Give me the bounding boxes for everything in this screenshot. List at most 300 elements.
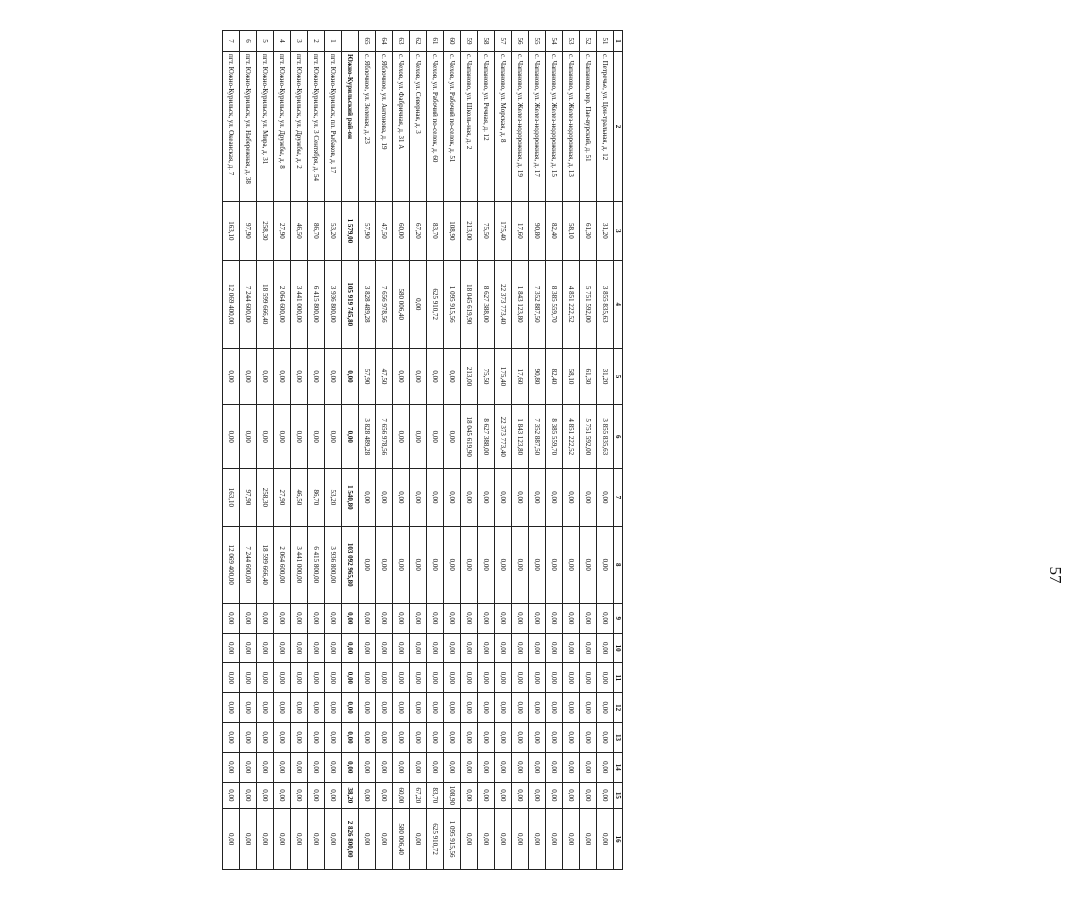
table-cell: 0,00 (580, 693, 597, 723)
table-cell: 0,00 (257, 633, 274, 663)
rotated-table-container (98, 30, 623, 870)
table-cell: 46,50 (291, 202, 308, 261)
table-row (546, 31, 563, 870)
table-cell: 0,00 (325, 663, 342, 693)
table-cell: 0,00 (563, 723, 580, 753)
table-cell: 0,00 (308, 693, 325, 723)
table-cell: 0,00 (274, 809, 291, 870)
table-cell: 3 936 800,00 (325, 526, 342, 603)
table-cell: 0,00 (597, 809, 614, 870)
table-cell: 86,70 (308, 202, 325, 261)
table-cell: 7 656 978,56 (376, 260, 393, 348)
table-cell: 0,00 (410, 663, 427, 693)
table-cell: 0,00 (478, 809, 495, 870)
table-cell: 0,00 (257, 663, 274, 693)
table-cell: 0,00 (274, 723, 291, 753)
table-row (580, 31, 597, 870)
table-cell: 0,00 (597, 752, 614, 782)
table-cell: 0,00 (274, 752, 291, 782)
table-cell: 7 244 600,00 (240, 260, 257, 348)
table-cell: 0,00 (359, 663, 376, 693)
table-cell: 97,90 (240, 469, 257, 526)
column-number: 2 (614, 51, 623, 201)
table-cell: 0,00 (427, 633, 444, 663)
table-cell: 0,00 (342, 663, 359, 693)
table-cell: 0,00 (410, 752, 427, 782)
table-cell: 0,00 (546, 663, 563, 693)
table-cell: 0,00 (580, 469, 597, 526)
table-cell: 2 (308, 31, 325, 52)
table-cell: 0,00 (257, 693, 274, 723)
table-cell: 0,00 (495, 782, 512, 808)
table-cell: 38,20 (342, 782, 359, 808)
table-cell: 7 352 887,50 (529, 405, 546, 469)
table-cell: 8 385 559,70 (546, 405, 563, 469)
table-row (325, 31, 342, 870)
housing-program-table (222, 30, 623, 870)
table-cell: 0,00 (546, 693, 563, 723)
table-cell: 63 (393, 31, 410, 52)
table-cell: 0,00 (291, 405, 308, 469)
table-cell: 0,00 (376, 526, 393, 603)
table-cell: 0,00 (274, 693, 291, 723)
table-cell: 0,00 (512, 526, 529, 603)
table-cell: 5 (257, 31, 274, 52)
table-cell: 0,00 (597, 663, 614, 693)
column-number: 14 (614, 752, 623, 782)
table-cell: 60,00 (393, 782, 410, 808)
column-number: 9 (614, 603, 623, 633)
table-cell: 0,00 (359, 526, 376, 603)
table-cell: 0,00 (308, 723, 325, 753)
table-cell: 0,00 (444, 469, 461, 526)
table-cell: 53,20 (325, 202, 342, 261)
table-cell: 0,00 (580, 526, 597, 603)
table-cell: 0,00 (495, 693, 512, 723)
table-cell: 27,90 (274, 202, 291, 261)
table-cell: 0,00 (257, 348, 274, 404)
column-number: 4 (614, 260, 623, 348)
table-cell: 0,00 (359, 782, 376, 808)
table-cell: 0,00 (563, 633, 580, 663)
table-cell: 0,00 (478, 693, 495, 723)
table-cell: 0,00 (342, 405, 359, 469)
table-cell: 0,00 (393, 752, 410, 782)
table-cell: 0,00 (512, 663, 529, 693)
table-cell: 75,50 (478, 348, 495, 404)
table-cell: 0,00 (427, 752, 444, 782)
table-cell: 0,00 (325, 723, 342, 753)
table-body (223, 31, 614, 870)
table-cell: 0,00 (376, 809, 393, 870)
table-cell: 0,00 (257, 752, 274, 782)
page-number: 57 (1046, 566, 1065, 584)
table-cell: 0,00 (580, 663, 597, 693)
table-cell: 7 352 887,50 (529, 260, 546, 348)
table-cell: 53,20 (325, 469, 342, 526)
table-cell: 31,20 (597, 348, 614, 404)
table-cell: 0,00 (325, 752, 342, 782)
table-cell: 47,50 (376, 348, 393, 404)
table-cell: 2 064 600,00 (274, 526, 291, 603)
table-cell: 0,00 (461, 809, 478, 870)
table-cell: 0,00 (325, 603, 342, 633)
address-cell: Южно-Курильский рай-он (342, 51, 359, 201)
table-cell: 0,00 (376, 633, 393, 663)
table-cell: 0,00 (223, 633, 240, 663)
table-cell: 0,00 (376, 663, 393, 693)
column-number: 5 (614, 348, 623, 404)
table-cell: 0,00 (223, 603, 240, 633)
column-number: 8 (614, 526, 623, 603)
table-cell: 105 919 745,80 (342, 260, 359, 348)
table-cell: 1 843 123,80 (512, 405, 529, 469)
table-cell: 0,00 (393, 348, 410, 404)
table-row (427, 31, 444, 870)
table-cell: 0,00 (240, 723, 257, 753)
table-cell: 0,00 (325, 782, 342, 808)
address-cell: с. Чапаново, ул. Речная, д. 12 (478, 51, 495, 201)
table-cell: 0,00 (240, 603, 257, 633)
table-cell: 0,00 (291, 633, 308, 663)
table-cell: 3 (291, 31, 308, 52)
table-cell: 3 828 489,28 (359, 405, 376, 469)
table-cell: 65 (359, 31, 376, 52)
table-cell: 0,00 (223, 752, 240, 782)
table-row (240, 31, 257, 870)
table-cell: 0,00 (240, 693, 257, 723)
table-cell: 0,00 (529, 809, 546, 870)
table-cell: 0,00 (461, 603, 478, 633)
table-cell: 0,00 (529, 469, 546, 526)
table-cell: 0,00 (308, 348, 325, 404)
address-cell: с. Чапаново, ул. Школь-ная, д. 2 (461, 51, 478, 201)
column-number: 13 (614, 723, 623, 753)
table-cell: 0,00 (376, 752, 393, 782)
table-cell: 83,70 (427, 202, 444, 261)
table-cell: 60,00 (393, 202, 410, 261)
table-cell: 0,00 (325, 809, 342, 870)
address-cell: пгт. Южно-Курильск, ул. 3 Сентября, д. 54 (308, 51, 325, 201)
table-cell: 0,00 (308, 603, 325, 633)
table-cell: 0,00 (308, 782, 325, 808)
table-cell: 0,00 (427, 526, 444, 603)
table-cell: 0,00 (410, 633, 427, 663)
table-cell: 0,00 (376, 782, 393, 808)
table-cell: 1 095 915,56 (444, 260, 461, 348)
table-cell: 4 851 222,52 (563, 260, 580, 348)
table-row (410, 31, 427, 870)
table-row (563, 31, 580, 870)
table-cell: 0,00 (495, 469, 512, 526)
table-cell: 31,20 (597, 202, 614, 261)
table-cell: 0,00 (529, 603, 546, 633)
table-cell: 59 (461, 31, 478, 52)
table-cell: 0,00 (512, 693, 529, 723)
table-cell: 0,00 (563, 526, 580, 603)
table-cell: 2 064 600,00 (274, 260, 291, 348)
table-cell: 0,00 (274, 405, 291, 469)
table-cell: 75,50 (478, 202, 495, 261)
table-cell: 82,40 (546, 348, 563, 404)
table-cell: 0,00 (342, 603, 359, 633)
table-cell: 0,00 (274, 603, 291, 633)
address-cell: пгт. Южно-Курильск, пл. Рыбаков, д. 17 (325, 51, 342, 201)
table-cell: 58 (478, 31, 495, 52)
table-cell: 175,40 (495, 348, 512, 404)
table-cell: 0,00 (461, 752, 478, 782)
table-cell: 0,00 (597, 782, 614, 808)
table-cell: 0,00 (376, 693, 393, 723)
table-row (257, 31, 274, 870)
table-cell: 0,00 (410, 693, 427, 723)
table-cell: 0,00 (495, 663, 512, 693)
table-cell: 17,60 (512, 202, 529, 261)
table-cell: 0,00 (325, 348, 342, 404)
address-cell: с. Чехов, ул. Рабочий по-селок, д. 51 (444, 51, 461, 201)
table-cell: 0,00 (410, 348, 427, 404)
table-cell: 0,00 (597, 723, 614, 753)
table-cell: 0,00 (444, 405, 461, 469)
table-cell: 0,00 (495, 723, 512, 753)
table-cell: 8 385 559,70 (546, 260, 563, 348)
table-cell: 2 826 800,00 (342, 809, 359, 870)
table-cell: 0,00 (512, 809, 529, 870)
table-cell: 0,00 (393, 603, 410, 633)
table-cell: 0,00 (223, 663, 240, 693)
table-cell: 0,00 (359, 633, 376, 663)
address-cell: с. Яблочное, ул. Зеленая, д. 23 (359, 51, 376, 201)
table-cell: 0,00 (461, 723, 478, 753)
table-cell: 0,00 (223, 405, 240, 469)
table-cell: 0,00 (427, 723, 444, 753)
table-row (444, 31, 461, 870)
table-cell: 82,40 (546, 202, 563, 261)
table-row (393, 31, 410, 870)
table-cell: 0,00 (393, 469, 410, 526)
table-cell: 0,00 (308, 752, 325, 782)
table-cell: 0,00 (546, 526, 563, 603)
table-cell: 0,00 (376, 603, 393, 633)
table-cell: 0,00 (444, 603, 461, 633)
table-cell: 0,00 (512, 723, 529, 753)
table-cell: 163,10 (223, 469, 240, 526)
table-cell: 0,00 (291, 723, 308, 753)
table-cell: 0,00 (512, 603, 529, 633)
table-cell: 625 910,72 (427, 809, 444, 870)
table-cell: 0,00 (563, 469, 580, 526)
table-cell: 8 627 388,00 (478, 260, 495, 348)
table-cell: 8 627 388,00 (478, 405, 495, 469)
table-cell: 0,00 (597, 633, 614, 663)
table-cell: 580 006,40 (393, 809, 410, 870)
table-cell: 0,00 (427, 405, 444, 469)
table-cell: 0,00 (495, 752, 512, 782)
table-cell: 0,00 (223, 693, 240, 723)
table-cell: 0,00 (325, 693, 342, 723)
table-cell: 0,00 (359, 693, 376, 723)
table-cell: 0,00 (359, 723, 376, 753)
table-cell: 0,00 (410, 723, 427, 753)
table-cell: 58,10 (563, 348, 580, 404)
table-cell: 51 (597, 31, 614, 52)
table-cell: 163,10 (223, 202, 240, 261)
table-cell: 67,20 (410, 202, 427, 261)
table-cell: 52 (580, 31, 597, 52)
address-cell: пгт. Южно-Курильск, ул. Океанская, д. 7 (223, 51, 240, 201)
table-cell: 0,00 (257, 603, 274, 633)
table-cell: 57,90 (359, 348, 376, 404)
table-cell: 1 540,80 (342, 469, 359, 526)
table-row (495, 31, 512, 870)
table-cell: 6 415 800,00 (308, 260, 325, 348)
table-cell: 0,00 (478, 633, 495, 663)
table-cell: 17,60 (512, 348, 529, 404)
column-number: 15 (614, 782, 623, 808)
table-cell: 0,00 (495, 809, 512, 870)
table-cell: 0,00 (274, 663, 291, 693)
table-cell: 0,00 (427, 663, 444, 693)
table-cell: 175,40 (495, 202, 512, 261)
table-cell: 6 (240, 31, 257, 52)
table-cell: 57 (495, 31, 512, 52)
table-cell: 18 045 619,90 (461, 260, 478, 348)
table-cell: 625 910,72 (427, 260, 444, 348)
table-cell: 0,00 (359, 603, 376, 633)
table-cell: 0,00 (461, 693, 478, 723)
table-cell: 0,00 (393, 723, 410, 753)
table-cell: 53 (563, 31, 580, 52)
table-cell: 0,00 (240, 782, 257, 808)
table-row (512, 31, 529, 870)
table-row (223, 31, 240, 870)
address-cell: с. Чапаново, пер. Пае-вурский, д. 51 (580, 51, 597, 201)
table-cell: 0,00 (478, 723, 495, 753)
table-cell: 0,00 (359, 752, 376, 782)
table-cell: 0,00 (342, 348, 359, 404)
table-cell: 3 936 800,00 (325, 260, 342, 348)
table-cell: 0,00 (291, 809, 308, 870)
table-cell: 0,00 (546, 633, 563, 663)
table-cell: 0,00 (546, 723, 563, 753)
table-cell: 0,00 (240, 752, 257, 782)
table-cell: 7 656 978,56 (376, 405, 393, 469)
table-cell: 0,00 (308, 633, 325, 663)
table-cell: 0,00 (291, 782, 308, 808)
table-cell: 67,20 (410, 782, 427, 808)
table-cell: 0,00 (223, 723, 240, 753)
column-number: 6 (614, 405, 623, 469)
table-cell: 3 828 489,28 (359, 260, 376, 348)
table-cell: 0,00 (325, 405, 342, 469)
address-cell: с. Чапаново, ул. Морская, д. 8 (495, 51, 512, 201)
table-cell: 97,90 (240, 202, 257, 261)
table-cell: 0,00 (393, 526, 410, 603)
table-cell: 0,00 (393, 693, 410, 723)
table-cell: 0,00 (546, 809, 563, 870)
table-cell: 83,70 (427, 782, 444, 808)
table-cell: 0,00 (597, 603, 614, 633)
table-row (359, 31, 376, 870)
table-cell: 6 415 800,00 (308, 526, 325, 603)
table-cell: 0,00 (529, 782, 546, 808)
address-cell: с. Чехов, ул. Рабочий по-селок, д. 60 (427, 51, 444, 201)
district-total-row (342, 31, 359, 870)
table-cell: 0,00 (461, 782, 478, 808)
table-cell: 1 579,00 (342, 202, 359, 261)
table-cell: 58,10 (563, 202, 580, 261)
address-cell: с. Чапаново, ул. Желез-нодорожная, д. 19 (512, 51, 529, 201)
table-cell: 0,00 (546, 603, 563, 633)
table-cell: 0,00 (580, 782, 597, 808)
table-cell: 0,00 (546, 782, 563, 808)
table-cell: 0,00 (529, 633, 546, 663)
table-cell: 0,00 (257, 782, 274, 808)
table-cell: 0,00 (291, 693, 308, 723)
table-cell: 0,00 (512, 752, 529, 782)
table-cell: 0,00 (478, 603, 495, 633)
address-cell: с. Чехов, ул. Фабричная, д. 31 А (393, 51, 410, 201)
table-cell: 7 244 600,00 (240, 526, 257, 603)
table-cell: 0,00 (240, 405, 257, 469)
address-cell: пгт. Южно-Курильск, ул. Дружбы, д. 8 (274, 51, 291, 201)
table-cell: 0,00 (580, 603, 597, 633)
column-number: 1 (614, 31, 623, 52)
table-cell: 0,00 (444, 526, 461, 603)
table-cell: 0,00 (291, 663, 308, 693)
table-cell: 18 599 666,40 (257, 526, 274, 603)
table-cell: 0,00 (461, 633, 478, 663)
table-cell: 1 843 123,80 (512, 260, 529, 348)
table-cell: 0,00 (257, 405, 274, 469)
table-cell: 0,00 (410, 603, 427, 633)
table-cell: 0,00 (597, 526, 614, 603)
table-cell: 0,00 (308, 663, 325, 693)
table-cell: 12 069 400,00 (223, 260, 240, 348)
table-cell: 60 (444, 31, 461, 52)
table-cell: 0,00 (291, 603, 308, 633)
table-cell: 0,00 (308, 809, 325, 870)
table-cell: 1 095 915,56 (444, 809, 461, 870)
table-cell: 0,00 (308, 405, 325, 469)
table-cell: 213,00 (461, 348, 478, 404)
table-cell: 61,30 (580, 202, 597, 261)
table-cell: 46,50 (291, 469, 308, 526)
table-cell: 0,00 (461, 663, 478, 693)
table-cell: 0,00 (257, 723, 274, 753)
table-cell: 62 (410, 31, 427, 52)
table-cell: 0,00 (495, 603, 512, 633)
table-cell: 0,00 (563, 603, 580, 633)
column-number: 10 (614, 633, 623, 663)
table-cell: 56 (512, 31, 529, 52)
table-cell: 27,90 (274, 469, 291, 526)
table-cell: 0,00 (597, 693, 614, 723)
table-cell: 0,00 (529, 693, 546, 723)
table-cell: 0,00 (359, 469, 376, 526)
table-cell (342, 31, 359, 52)
table-cell: 54 (546, 31, 563, 52)
table-cell: 0,00 (393, 633, 410, 663)
table-cell: 64 (376, 31, 393, 52)
address-cell: пгт. Южно-Курильск, ул. Дружбы, д. 2 (291, 51, 308, 201)
table-cell: 0,00 (580, 809, 597, 870)
table-cell: 86,70 (308, 469, 325, 526)
table-cell: 4 (274, 31, 291, 52)
table-cell: 0,00 (223, 809, 240, 870)
table-cell: 0,00 (563, 809, 580, 870)
table-cell: 0,00 (597, 469, 614, 526)
